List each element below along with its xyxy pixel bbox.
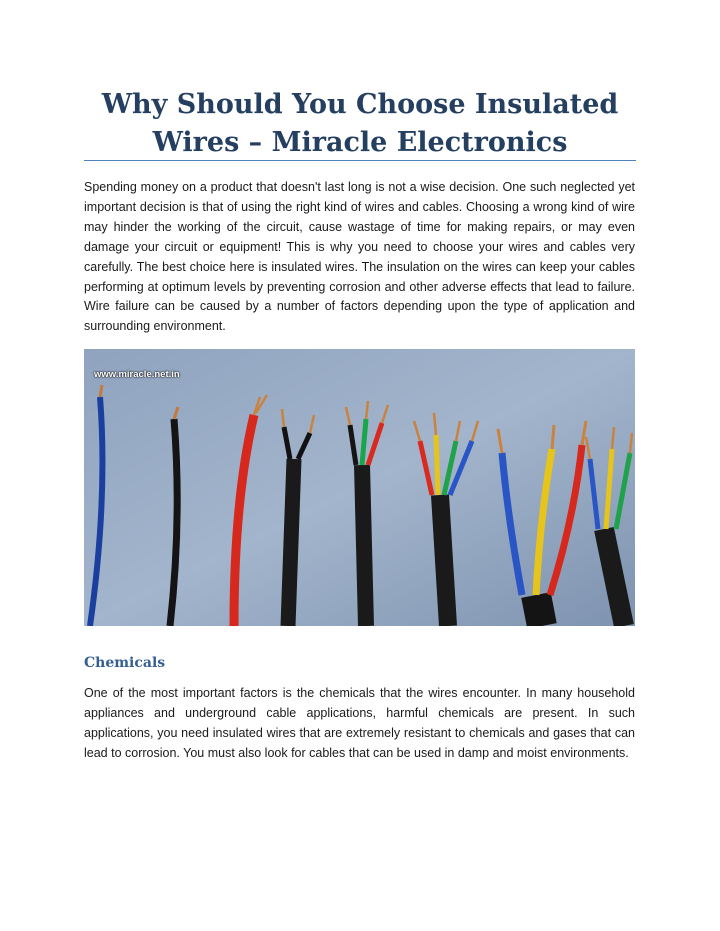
intro-paragraph: Spending money on a product that doesn't last long is not a wise decision. One such neglected yet important decision is that of using the right kind of wires and cables. Choosing a wrong kind of wire may hinder the working of the circuit, cause wastage of time for making repairs, or may even damage your circuit or equipment! This is why you need to choose your wires and cables very carefully. The best choice here is insulated wires. The insulation on the wires can keep your cables performing at optimum levels by preventing corrosion and other adverse effects that lead to failure. Wire failure can be caused by a number of factors depending upon the type of application and surrounding environment. <box>84 180 635 334</box>
section-heading-chemicals: Chemicals <box>84 655 166 671</box>
chemicals-paragraph: One of the most important factors is the chemicals that the wires encounter. In many household appliances and underground cable applications, harmful chemicals are present. In such applications, you need insulated wires that are extremely resistant to chemicals and gases that can lead to corrosion. You must also look for cables that can be used in damp and moist environments. <box>84 686 635 760</box>
title-divider <box>84 160 636 161</box>
wires-photo <box>84 349 635 626</box>
photo-watermark: www.miracle.net.in <box>94 369 180 380</box>
wires-photo-illustration <box>84 349 635 626</box>
page-title: Why Should You Choose Insulated Wires – Miracle Electronics <box>101 89 619 158</box>
